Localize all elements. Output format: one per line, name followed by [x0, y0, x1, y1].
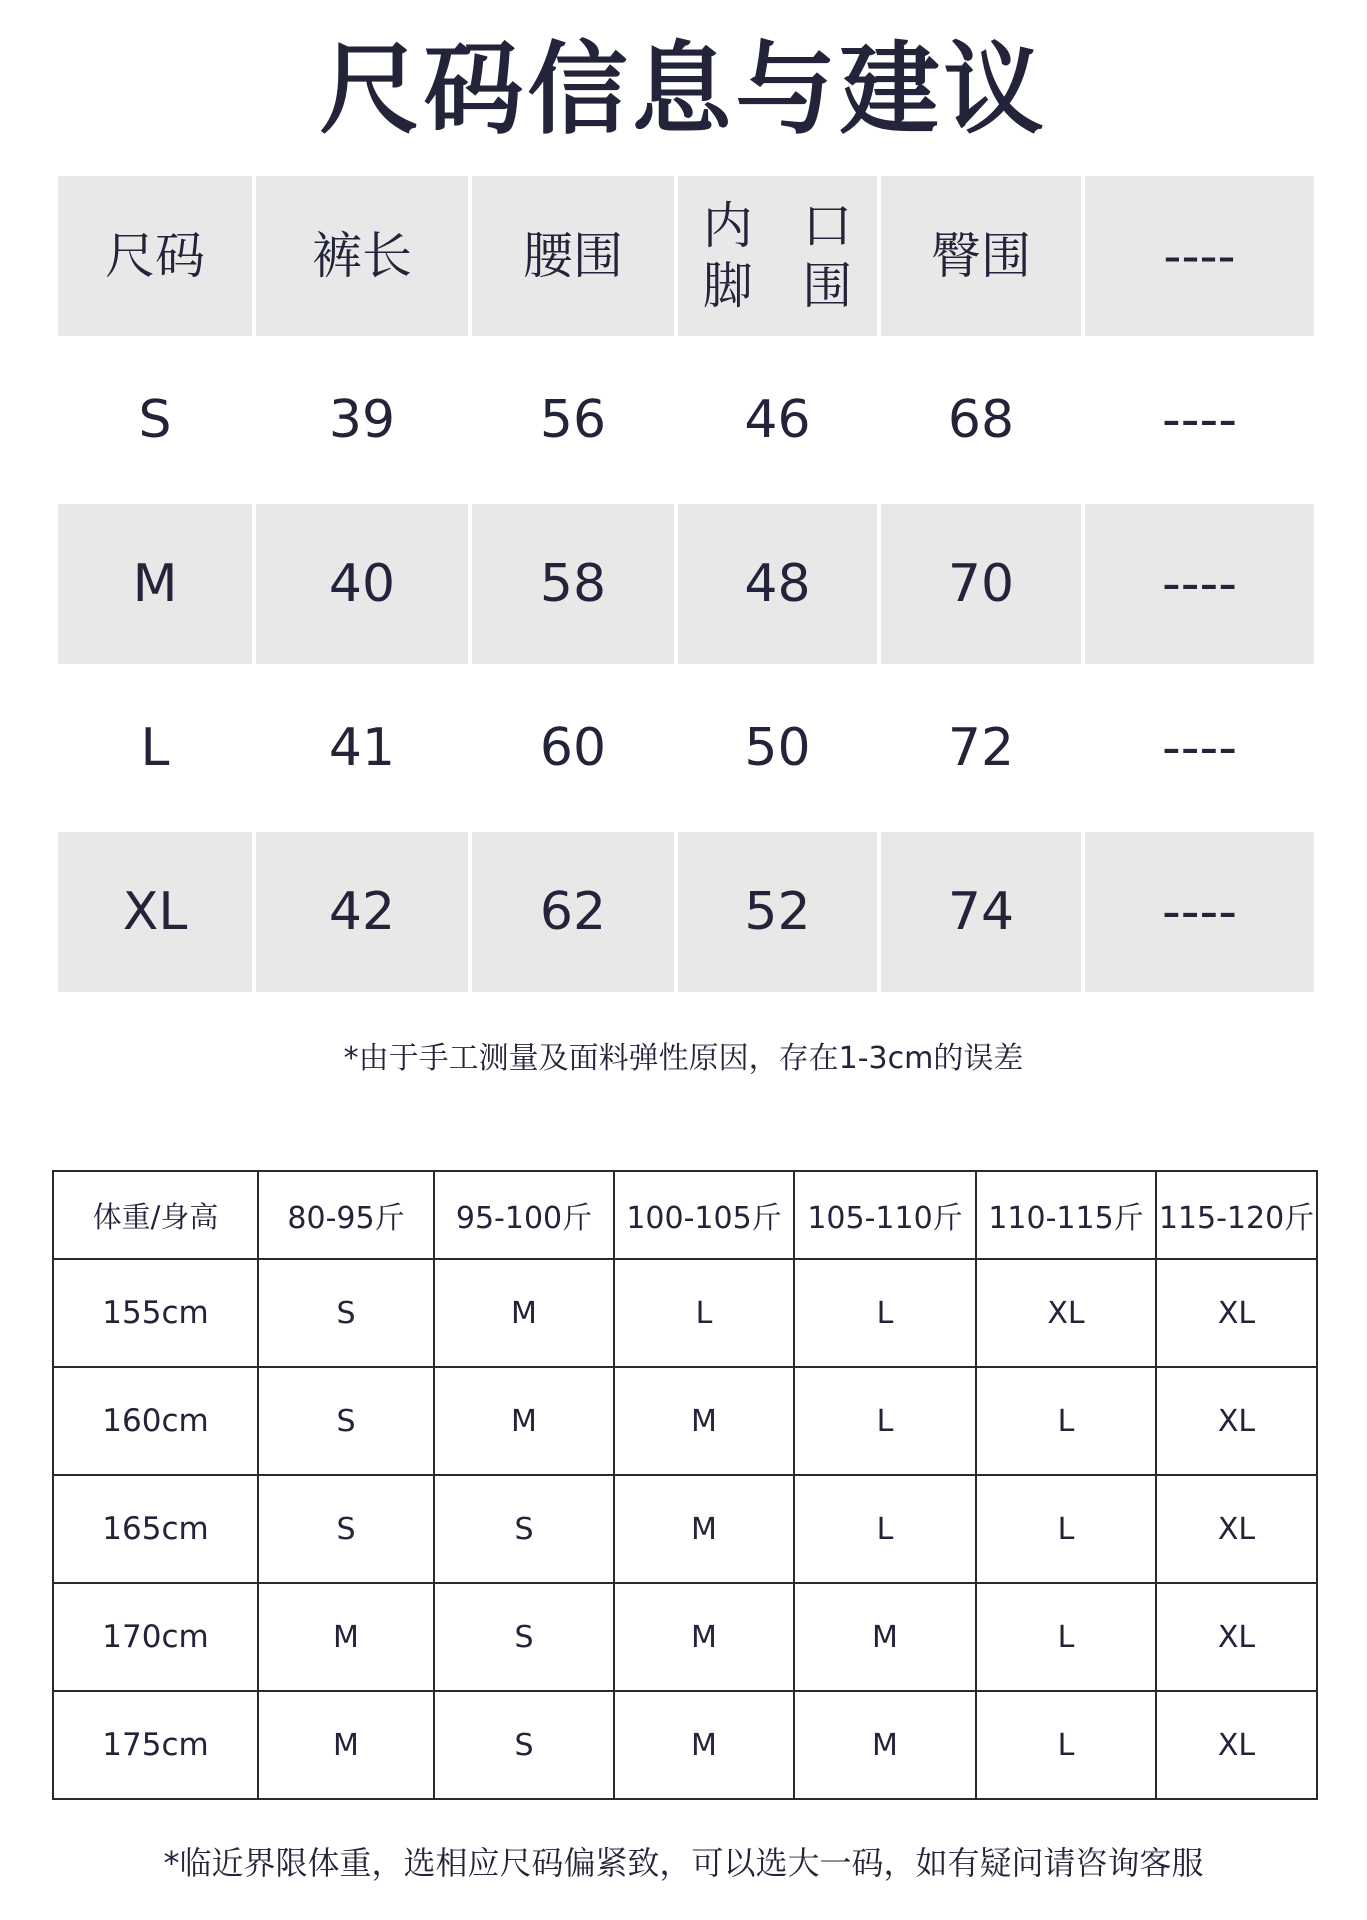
- size-suggestion-cell: M: [614, 1583, 794, 1691]
- size-suggestion-cell: M: [794, 1583, 976, 1691]
- length-cell: 39: [328, 390, 396, 450]
- size-suggestion-cell: L: [976, 1475, 1156, 1583]
- size-suggestion-cell: M: [614, 1367, 794, 1475]
- extra-cell: ----: [1161, 390, 1238, 450]
- weight-header: 95-100斤: [434, 1171, 614, 1259]
- weight-header: 110-115斤: [976, 1171, 1156, 1259]
- measurement-note: *由于手工测量及面料弹性原因，存在1-3cm的误差: [343, 1041, 1024, 1076]
- height-cell: 155cm: [53, 1259, 258, 1367]
- leg-opening-cell: 50: [744, 718, 811, 778]
- size-suggestion-cell: M: [614, 1475, 794, 1583]
- size-suggestion-cell: L: [976, 1367, 1156, 1475]
- size-suggestion-cell: XL: [976, 1259, 1156, 1367]
- size-suggestion-cell: XL: [1156, 1475, 1317, 1583]
- size-cell: S: [138, 390, 172, 450]
- recommendation-row-175: [53, 1691, 1317, 1799]
- hip-cell: 74: [881, 832, 1081, 992]
- recommendation-row-170: [53, 1583, 1317, 1691]
- hip-cell: 70: [881, 504, 1081, 664]
- size-suggestion-cell: M: [434, 1367, 614, 1475]
- waist-cell: 60: [539, 718, 607, 778]
- size-suggestion-cell: L: [794, 1259, 976, 1367]
- waist-cell: 56: [539, 390, 607, 450]
- size-suggestion-cell: XL: [1156, 1367, 1317, 1475]
- leg-opening-cell: 48: [678, 504, 877, 664]
- header-label: ----: [1163, 227, 1236, 285]
- size-suggestion-cell: L: [976, 1583, 1156, 1691]
- recommendation-row-155: [53, 1259, 1317, 1367]
- size-suggestion-cell: L: [614, 1259, 794, 1367]
- size-suggestion-cell: XL: [1156, 1259, 1317, 1367]
- size-suggestion-cell: M: [614, 1691, 794, 1799]
- size-suggestion-cell: M: [794, 1691, 976, 1799]
- recommendation-table: [52, 1170, 1318, 1800]
- length-cell: 41: [328, 718, 396, 778]
- size-cell: M: [58, 504, 252, 664]
- size-suggestion-cell: S: [258, 1367, 434, 1475]
- size-suggestion-cell: S: [434, 1583, 614, 1691]
- extra-cell: ----: [1085, 832, 1314, 992]
- weight-header: 80-95斤: [258, 1171, 434, 1259]
- size-suggestion-cell: S: [434, 1475, 614, 1583]
- hip-cell: 68: [947, 390, 1015, 450]
- size-suggestion-cell: L: [794, 1475, 976, 1583]
- weight-header: 100-105斤: [614, 1171, 794, 1259]
- header-label: 腰围: [523, 227, 623, 285]
- size-suggestion-cell: L: [976, 1691, 1156, 1799]
- height-cell: 175cm: [53, 1691, 258, 1799]
- length-cell: 42: [256, 832, 468, 992]
- size-suggestion-cell: S: [434, 1691, 614, 1799]
- leg-opening-cell: 46: [744, 390, 811, 450]
- waist-cell: 62: [472, 832, 674, 992]
- size-suggestion-cell: S: [258, 1259, 434, 1367]
- corner-header: 体重/身高: [53, 1171, 258, 1259]
- length-cell: 40: [256, 504, 468, 664]
- header-cell-hip: [881, 176, 1081, 336]
- header-cell-extra: [1085, 176, 1314, 336]
- extra-cell: ----: [1085, 504, 1314, 664]
- size-suggestion-cell: XL: [1156, 1691, 1317, 1799]
- height-cell: 160cm: [53, 1367, 258, 1475]
- header-cell-length: [256, 176, 468, 336]
- recommendation-row-160: [53, 1367, 1317, 1475]
- size-suggestion-cell: XL: [1156, 1583, 1317, 1691]
- header-label: 内脚: [702, 197, 753, 315]
- size-cell: XL: [58, 832, 252, 992]
- weight-header: 115-120斤: [1156, 1171, 1317, 1259]
- page-title: 尺码信息与建议: [319, 31, 1048, 148]
- size-suggestion-cell: L: [794, 1367, 976, 1475]
- size-table: [58, 176, 1306, 976]
- hip-cell: 72: [947, 718, 1015, 778]
- size-suggestion-cell: M: [258, 1691, 434, 1799]
- header-label: 尺码: [105, 227, 205, 285]
- header-label-line2: 口围: [802, 197, 853, 315]
- size-cell: L: [140, 718, 170, 778]
- weight-header: 105-110斤: [794, 1171, 976, 1259]
- header-cell-waist: [472, 176, 674, 336]
- header-label: 裤长: [312, 227, 412, 285]
- waist-cell: 58: [472, 504, 674, 664]
- size-suggestion-cell: M: [434, 1259, 614, 1367]
- height-cell: 165cm: [53, 1475, 258, 1583]
- header-label: 臀围: [931, 227, 1031, 285]
- size-suggestion-cell: S: [258, 1475, 434, 1583]
- header-cell-leg-opening: [678, 176, 877, 336]
- recommendation-header-row: [53, 1171, 1317, 1259]
- extra-cell: ----: [1161, 718, 1238, 778]
- leg-opening-cell: 52: [678, 832, 877, 992]
- height-cell: 170cm: [53, 1583, 258, 1691]
- size-suggestion-cell: M: [258, 1583, 434, 1691]
- header-cell-size: [58, 176, 252, 336]
- size-advice-note: *临近界限体重，选相应尺码偏紧致，可以选大一码，如有疑问请咨询客服: [163, 1844, 1204, 1882]
- recommendation-row-165: [53, 1475, 1317, 1583]
